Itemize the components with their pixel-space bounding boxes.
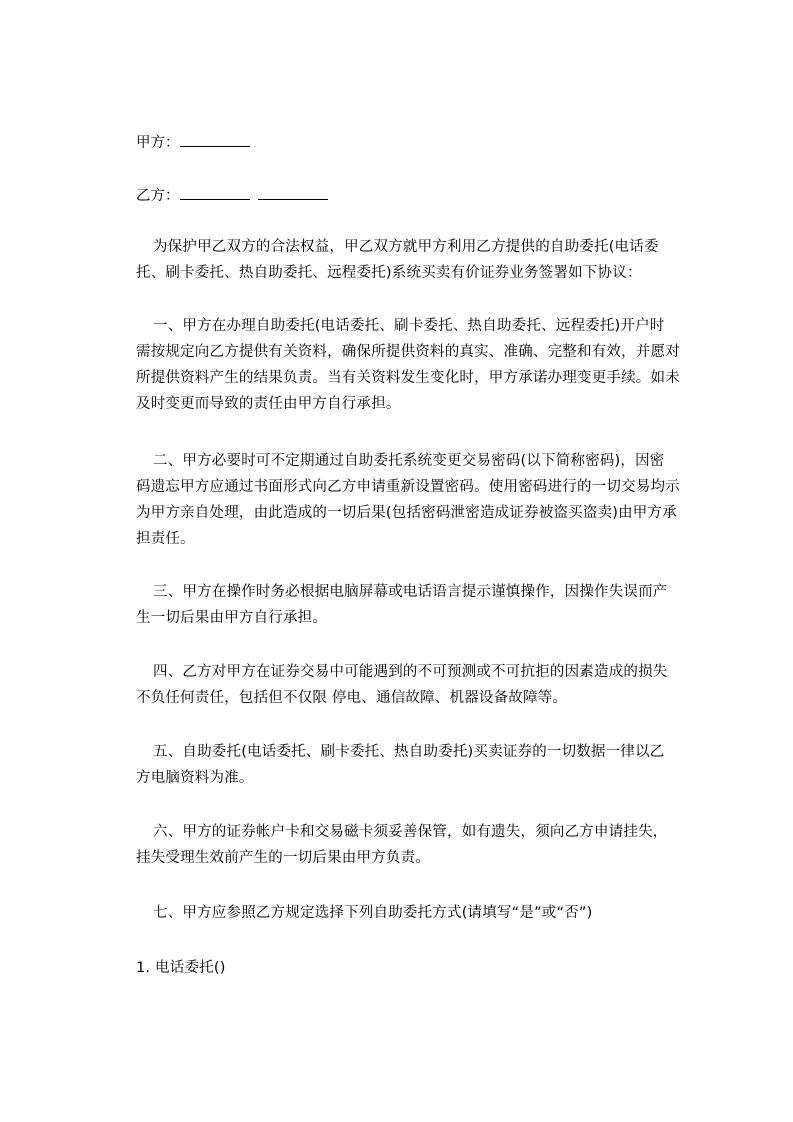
clause-2-line-3: 为甲方亲自处理，由此造成的一切后果(包括密码泄密造成证券被盗买盗卖)由甲方承 [136, 505, 677, 521]
clause-1-line-1: 一、甲方在办理自助委托(电话委托、刷卡委托、热自助委托、远程委托)开户时 [153, 318, 665, 334]
preamble-line-1: 为保护甲乙双方的合法权益，甲乙双方就甲方利用乙方提供的自助委托(电话委 [153, 239, 659, 255]
party-b-line [136, 185, 328, 206]
clause-7-line-1: 七、甲方应参照乙方规定选择下列自助委托方式(请填写“是”或“否”) [153, 905, 593, 921]
clause-5-line-2: 方电脑资料为准。 [136, 770, 254, 786]
party-a-label: 甲方： [136, 135, 180, 151]
party-b-blank-1[interactable] [180, 185, 250, 200]
clause-1-line-3: 所提供资料产生的结果负责。当有关资料发生变化时，甲方承诺办理变更手续。如未 [136, 370, 680, 386]
clause-2-line-2: 码遗忘甲方应通过书面形式向乙方申请重新设置密码。使用密码进行的一切交易均示 [136, 479, 680, 495]
party-b-blank-2[interactable] [258, 185, 328, 200]
clause-2-line-4: 担责任。 [136, 531, 195, 547]
clause-3-line-2: 生一切后果由甲方自行承担。 [136, 610, 328, 626]
clause-1-line-2: 需按规定向乙方提供有关资料，确保所提供资料的真实、准确、完整和有效，并愿对 [136, 344, 680, 360]
clause-1-line-4: 及时变更而导致的责任由甲方自行承担。 [136, 396, 401, 412]
preamble-line-2: 托、刷卡委托、热自助委托、远程委托)系统买卖有价证券业务签署如下协议： [136, 265, 642, 281]
party-a-line [136, 132, 250, 153]
option-phone-entrust: 1. 电话委托() [136, 960, 226, 976]
clause-6-line-1: 六、甲方的证券帐户卡和交易磁卡须妥善保管，如有遗失，须向乙方申请挂失， [153, 824, 668, 840]
clause-2-line-1: 二、甲方必要时可不定期通过自助委托系统变更交易密码(以下简称密码)，因密 [153, 453, 665, 469]
party-a-blank[interactable] [180, 132, 250, 147]
party-b-label: 乙方： [136, 188, 180, 204]
clause-5-line-1: 五、自助委托(电话委托、刷卡委托、热自助委托)买卖证券的一切数据一律以乙 [153, 744, 665, 760]
clause-6-line-2: 挂失受理生效前产生的一切后果由甲方负责。 [136, 850, 430, 866]
clause-4-line-1: 四、乙方对甲方在证券交易中可能遇到的不可预测或不可抗拒的因素造成的损失 [153, 664, 668, 680]
clause-4-line-2: 不负任何责任，包括但不仅限 停电、通信故障、机器设备故障等。 [136, 690, 568, 706]
clause-3-line-1: 三、甲方在操作时务必根据电脑屏幕或电话语言提示谨慎操作，因操作失误而产 [153, 584, 668, 600]
